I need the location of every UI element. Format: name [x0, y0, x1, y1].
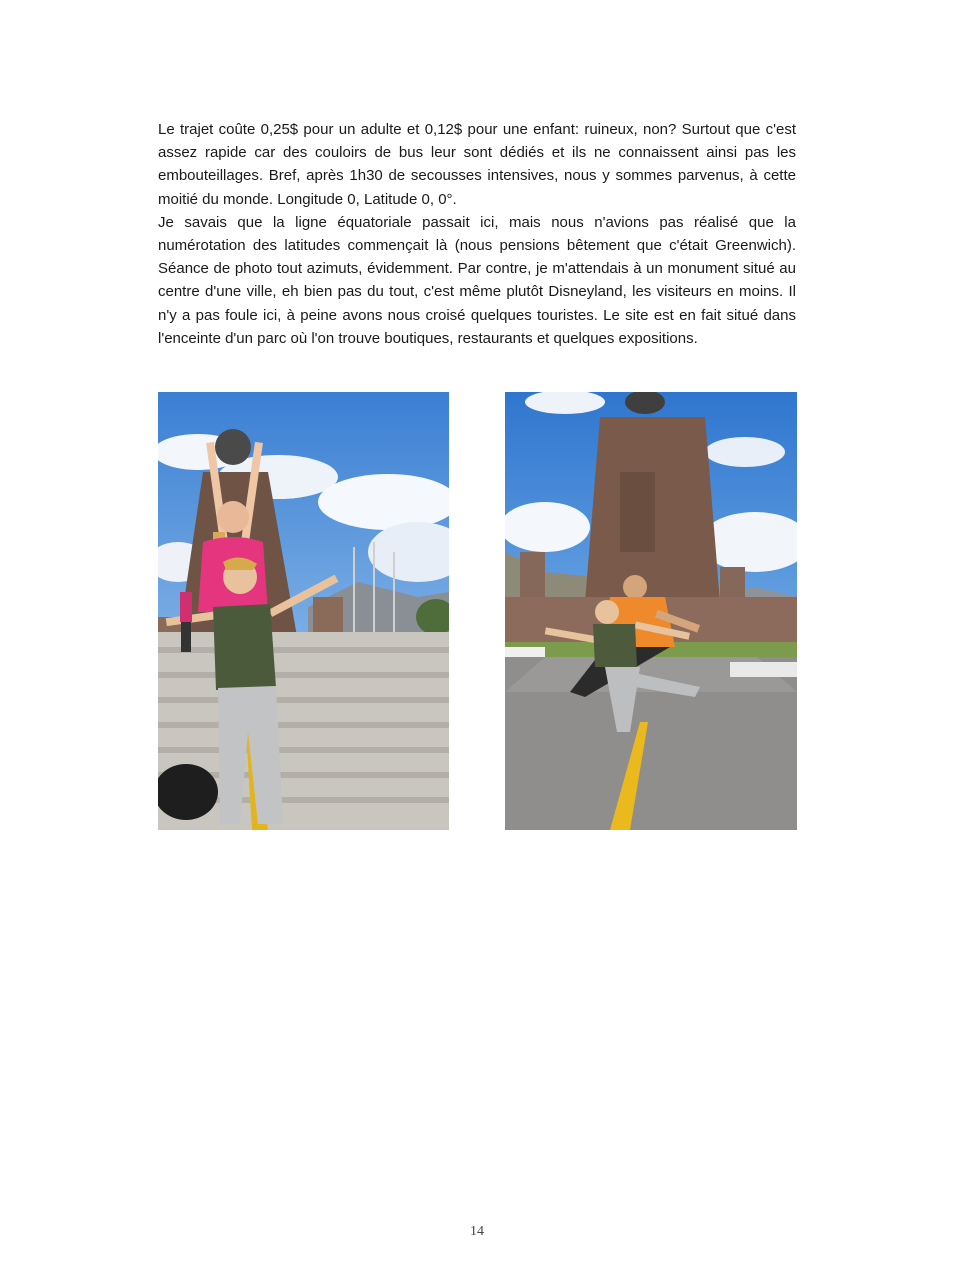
body-text: [158, 118, 796, 350]
photo-mother-son-steps: [158, 392, 449, 830]
photo-father-son-equator-line: [505, 392, 797, 830]
paragraph-1: Le trajet coûte 0,25$ pour un adulte et 0,12$ pour une enfant: ruineux, non? Surtout que c'est assez rapide car des couloirs de bus leur sont dédiés et ils ne connaissent ainsi pas les embouteillages. Bref, après 1h30 de secousses intensives, nous y sommes parvenus, à cette moitié du monde. Longitude 0, Latitude 0, 0°.: [158, 121, 796, 208]
paragraph-2: Je savais que la ligne équatoriale passait ici, mais nous n'avions pas réalisé que la numérotation des latitudes commençait là (nous pensions bêtement que c'était Greenwich). Séance de photo tout azimuts, évidemment. Par contre, je m'attendais à un monument situé au centre d'une ville, eh bien pas du tout, c'est même plutôt Disneyland, les visiteurs en moins. Il n'y a pas foule ici, à peine avons nous croisé quelques touristes. Le site est en fait situé dans l'enceinte d'un parc où l'on trouve boutiques, restaurants et quelques expositions.: [158, 213, 796, 347]
page-number: 14: [470, 1224, 484, 1239]
